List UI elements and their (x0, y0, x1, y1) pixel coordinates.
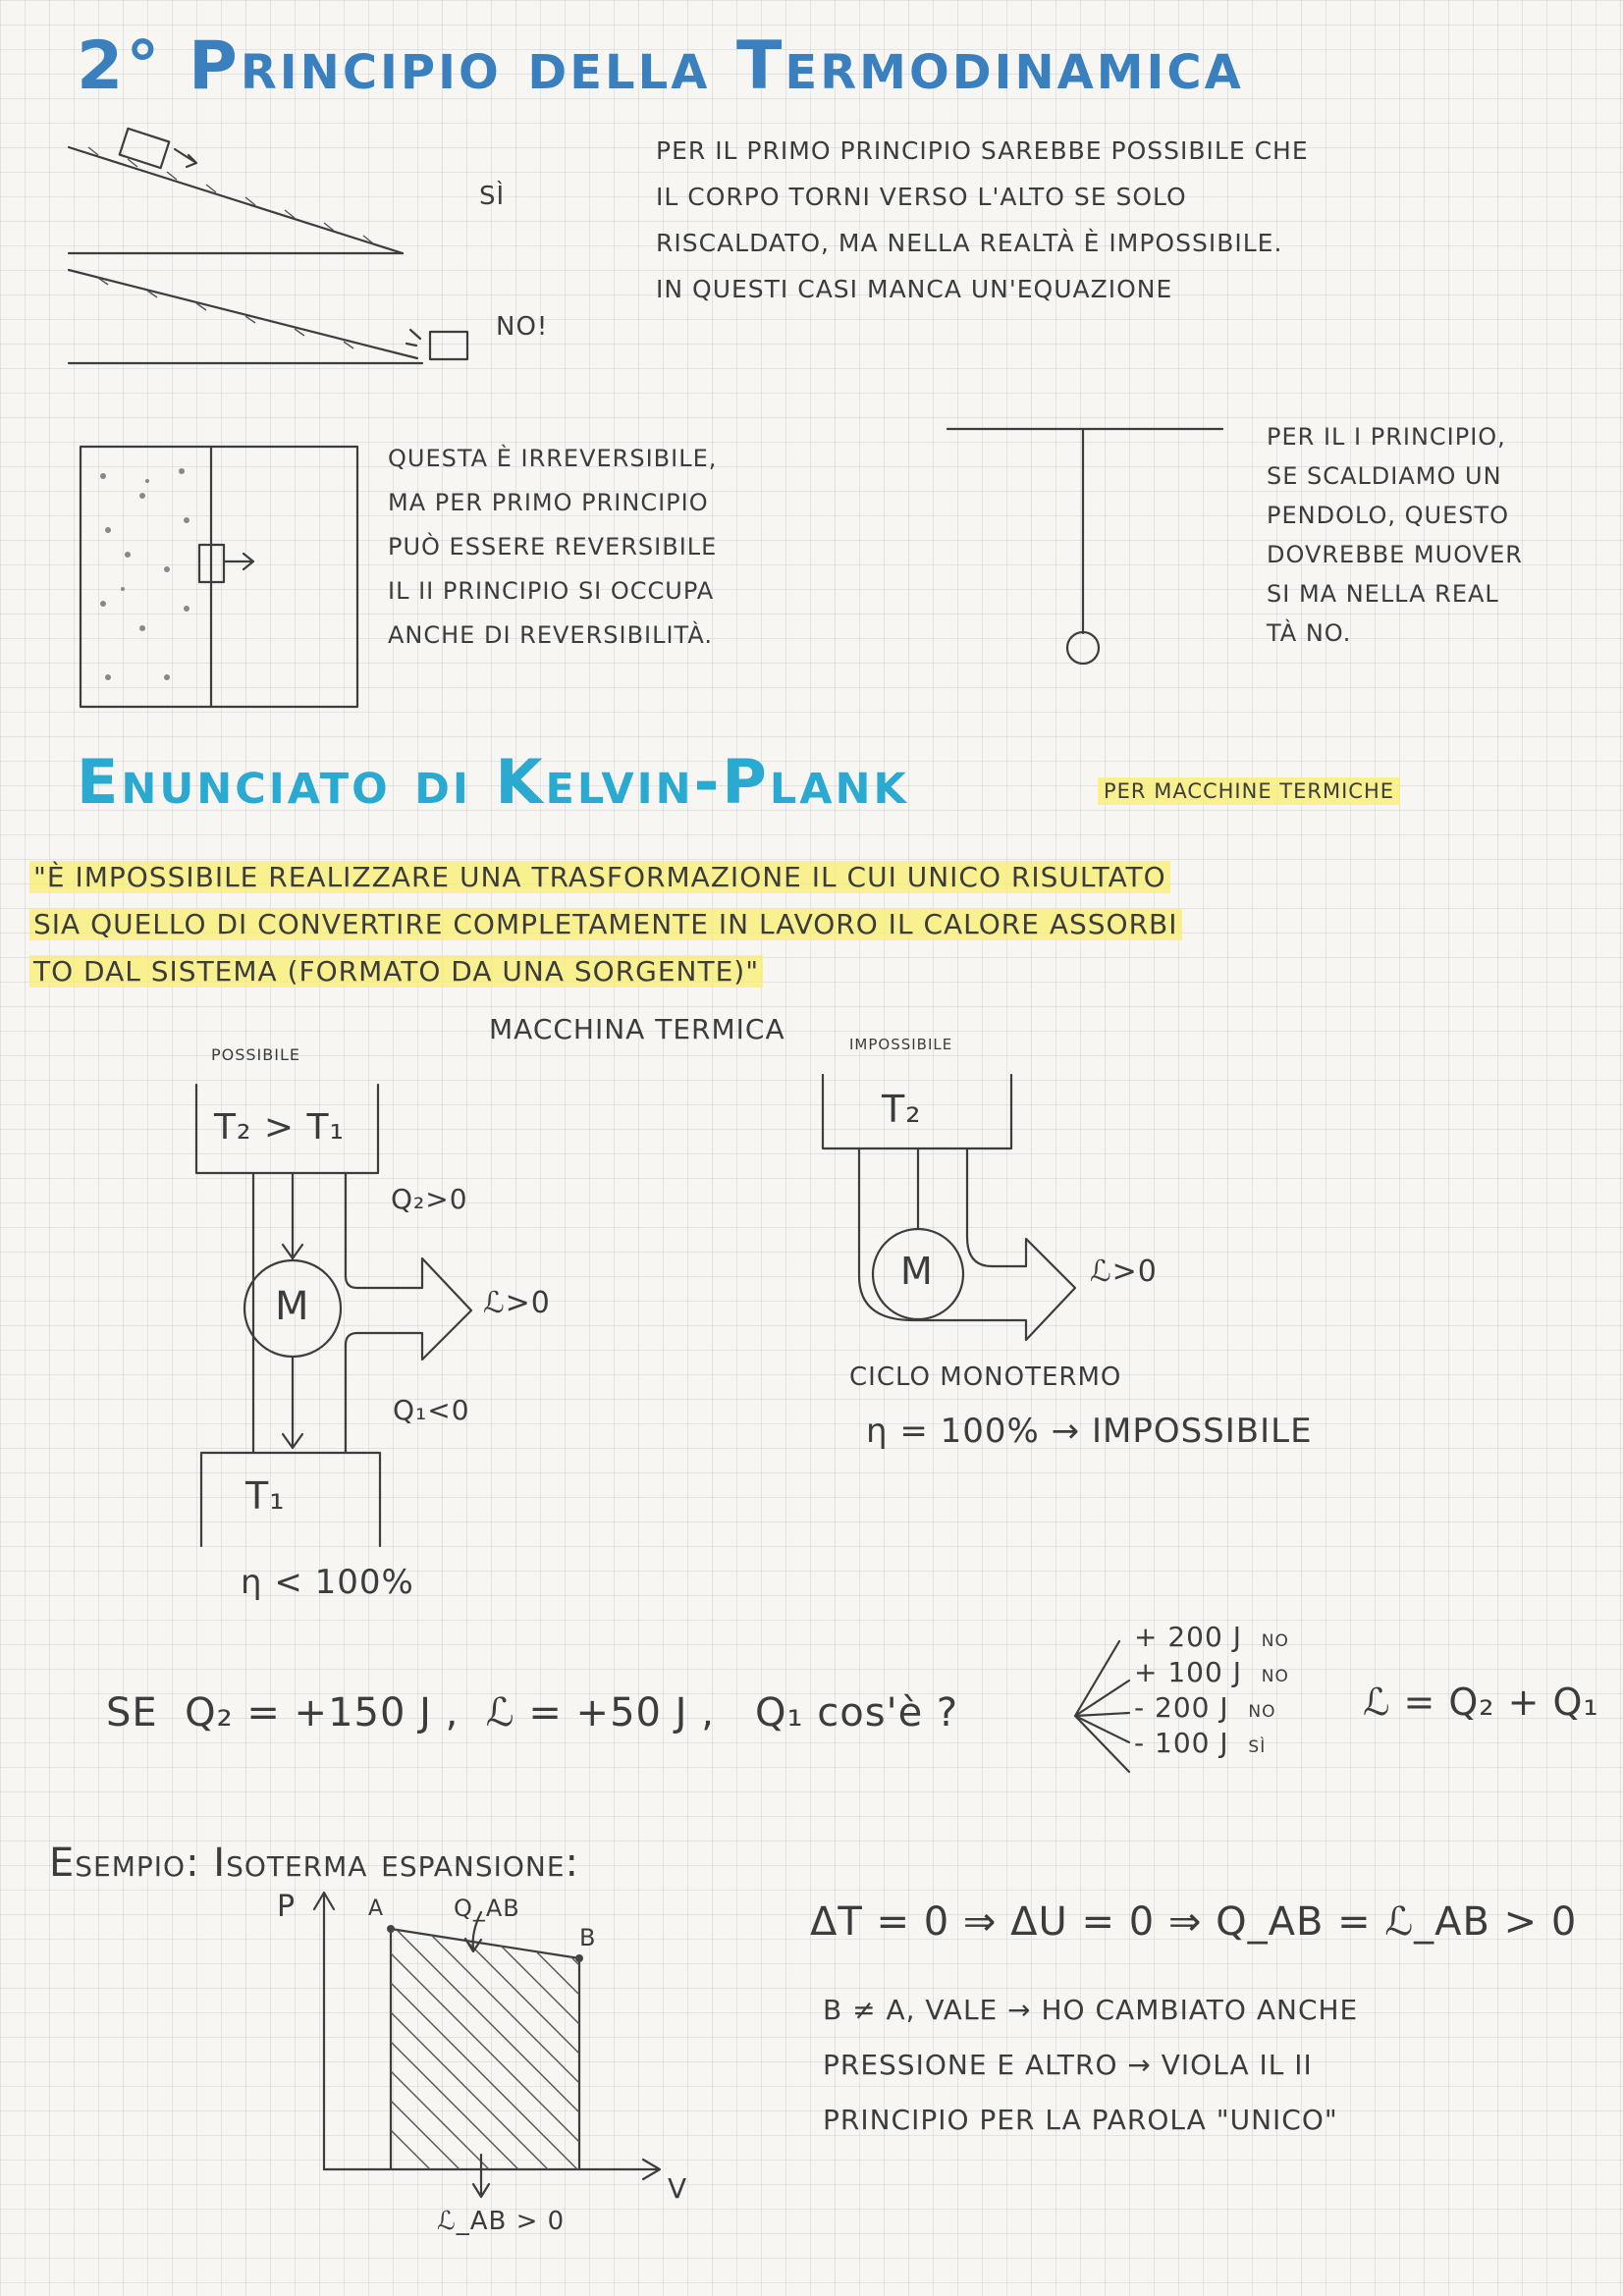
example-note (823, 1983, 1608, 2148)
motor-label-possible: M (275, 1284, 310, 1329)
intro-line: RISCALDATO, MA NELLA REALTÀ È IMPOSSIBILE. (656, 229, 1283, 257)
intro-text (656, 128, 1569, 312)
work-formula: ℒ = Q₂ + Q₁ (1363, 1681, 1599, 1724)
option-value: + 100 J (1134, 1656, 1242, 1688)
work-label-possible: ℒ>0 (483, 1286, 551, 1320)
gas-container (81, 447, 357, 707)
hot-source-possible: T₂ > T₁ (214, 1107, 345, 1148)
options-bracket (1075, 1641, 1129, 1772)
q1-label: Q₁<0 (393, 1394, 470, 1426)
heat-engine-impossible (823, 1075, 1075, 1340)
option-value: - 200 J (1134, 1691, 1229, 1724)
pendulum-note-line: SE SCALDIAMO UN (1267, 462, 1502, 490)
option-value: - 100 J (1134, 1727, 1229, 1759)
eta-possible: η < 100% (241, 1563, 414, 1602)
question-text: SE Q₂ = +150 J , ℒ = +50 J , Q₁ cos'è ? (106, 1690, 959, 1735)
point-b-label: B (579, 1924, 597, 1951)
l-ab-label: ℒ_AB > 0 (437, 2207, 566, 2236)
option-row (1134, 1728, 1289, 1763)
incline-plane-no (69, 270, 467, 363)
gas-note-line: PUÒ ESSERE REVERSIBILE (388, 533, 718, 561)
pendulum (947, 429, 1222, 664)
axis-v-label: V (668, 2172, 688, 2205)
option-answer: NO (1261, 1667, 1289, 1686)
example-note-line: PRINCIPIO PER LA PAROLA "UNICO" (823, 2104, 1338, 2136)
pendulum-note-line: DOVREBBE MUOVER (1267, 541, 1523, 568)
possible-label: POSSIBILE (211, 1045, 300, 1064)
page-title: 2° Principio della Termodinamica (77, 27, 1244, 105)
gas-note-line: QUESTA È IRREVERSIBILE, (388, 445, 718, 472)
no-label: NO! (496, 312, 549, 342)
pv-diagram (314, 1893, 815, 2197)
work-label-impossible: ℒ>0 (1090, 1255, 1158, 1289)
statement-text: SIA QUELLO DI CONVERTIRE COMPLETAMENTE IN LAVORO IL CALORE ASSORBI (29, 908, 1182, 940)
statement-line (29, 948, 1600, 995)
cold-source: T₁ (245, 1474, 286, 1518)
example-equation: ΔT = 0 ⇒ ΔU = 0 ⇒ Q_AB = ℒ_AB > 0 (810, 1899, 1578, 1945)
pendulum-note-line: PENDOLO, QUESTO (1267, 502, 1510, 529)
motor-label-impossible: M (900, 1250, 934, 1293)
kelvin-statement (29, 854, 1600, 995)
option-row (1134, 1622, 1289, 1657)
intro-line: IL CORPO TORNI VERSO L'ALTO SE SOLO (656, 183, 1187, 211)
impossible-label: IMPOSSIBILE (849, 1036, 953, 1053)
q2-label: Q₂>0 (391, 1183, 468, 1215)
gas-note-line: ANCHE DI REVERSIBILITÀ. (388, 621, 713, 649)
pendulum-note-line: PER IL I PRINCIPIO, (1267, 423, 1506, 451)
option-answer: NO (1248, 1702, 1276, 1722)
cycle-label: CICLO MONOTERMO (849, 1362, 1122, 1392)
gas-note-line: IL II PRINCIPIO SI OCCUPA (388, 577, 715, 605)
yes-label: SÌ (479, 182, 506, 211)
statement-text: "È IMPOSSIBILE REALIZZARE UNA TRASFORMAZIONE IL CUI UNICO RISULTATO (29, 861, 1170, 893)
axis-p-label: P (277, 1890, 297, 1924)
intro-line: IN QUESTI CASI MANCA UN'EQUAZIONE (656, 275, 1173, 303)
options-list (1134, 1622, 1289, 1763)
kelvin-heading: Enunciato di Kelvin-Plank (77, 746, 909, 818)
statement-line (29, 901, 1600, 948)
example-note-line: PRESSIONE E ALTRO → VIOLA IL II (823, 2049, 1313, 2081)
pendulum-note (1267, 417, 1600, 653)
example-heading: Esempio: Isoterma espansione: (49, 1841, 579, 1886)
heat-engine-possible (196, 1085, 471, 1546)
option-row (1134, 1692, 1289, 1728)
statement-line (29, 854, 1600, 901)
option-answer: NO (1261, 1631, 1289, 1651)
point-a-label: A (368, 1896, 385, 1921)
incline-plane-yes (69, 129, 403, 253)
pendulum-note-line: TÀ NO. (1267, 619, 1352, 647)
machine-title: MACCHINA TERMICA (489, 1013, 785, 1045)
pendulum-note-line: SI MA NELLA REAL (1267, 580, 1499, 608)
example-note-line: B ≠ A, VALE → HO CAMBIATO ANCHE (823, 1994, 1359, 2026)
kelvin-subheading: PER MACCHINE TERMICHE (1098, 777, 1400, 805)
option-row (1134, 1657, 1289, 1692)
intro-line: PER IL PRIMO PRINCIPIO SAREBBE POSSIBILE CHE (656, 136, 1309, 165)
option-answer: SÌ (1248, 1737, 1267, 1757)
hot-source-impossible: T₂ (882, 1088, 922, 1131)
q-ab-label: Q_AB (454, 1895, 520, 1922)
statement-text: TO DAL SISTEMA (FORMATO DA UNA SORGENTE)" (29, 955, 763, 988)
option-value: + 200 J (1134, 1621, 1242, 1653)
eta-impossible: η = 100% → IMPOSSIBILE (866, 1412, 1313, 1451)
gas-note-line: MA PER PRIMO PRINCIPIO (388, 489, 709, 516)
gas-note (388, 437, 938, 658)
